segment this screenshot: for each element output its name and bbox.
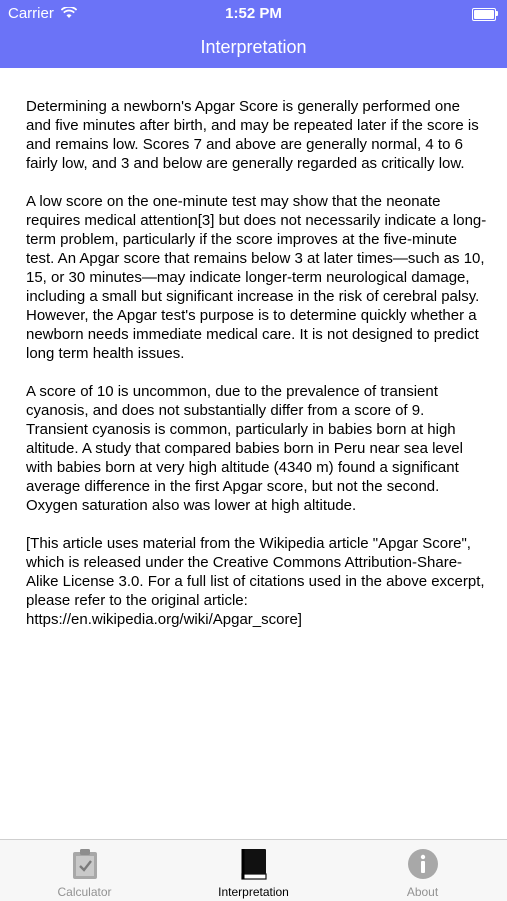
info-icon [407, 848, 439, 885]
tab-about[interactable] [338, 840, 507, 901]
battery-icon [472, 8, 496, 21]
tab-calculator[interactable] [0, 840, 169, 901]
status-bar [0, 0, 507, 28]
carrier-label: Carrier [8, 5, 54, 22]
battery-nub [496, 11, 498, 16]
page-title: Interpretation [200, 37, 307, 57]
clipboard-icon [71, 848, 99, 885]
tab-interpretation-label: Interpretation [218, 885, 289, 899]
paragraph-low-score: A low score on the one-minute test may show that the neonate requires medical attention[3] but does not necessarily indicate a long-term problem, particularly if the score improves at the five-minute test. An Apgar score that remains below 3 at later times—such as 10, 15, or 30 minutes—may indicate longer-term neurological damage, including a small but significant increase in the risk of cerebral palsy. However, the Apgar test's purpose is to determine quickly whether a newborn needs immediate medical care. It is not designed to predict long term health issues. [26, 193, 487, 362]
book-icon [240, 848, 268, 885]
tab-calculator-label: Calculator [57, 885, 112, 899]
interpretation-text [26, 97, 488, 648]
navigation-header [0, 0, 507, 68]
paragraph-score-10: A score of 10 is uncommon, due to the prevalence of transient cyanosis, and does not substantially differ from a score of 9. Transient cyanosis is common, particularly in babies born at high altitude. A study that compared babies born in Peru near sea level with babies born at very high altitude (4340 m) found a significant average difference in the first Apgar score, but not the second. Oxygen saturation also was lower at high altitude. [26, 383, 463, 514]
paragraph-attribution: [This article uses material from the Wikipedia article "Apgar Score", which is released under the Creative Commons Attribution-Share-Alike License 3.0. For a full list of citations used in the above excerpt, please refer to the original article: https://en.wikipedia.org/wiki/Apgar_score] [26, 535, 485, 628]
tab-interpretation[interactable] [169, 840, 338, 901]
tab-bar [0, 839, 507, 901]
paragraph-scoring: Determining a newborn's Apgar Score is generally performed one and five minutes after birth, and may be repeated later if the score is and remains low. Scores 7 and above are generally normal, 4 to 6 fairly low, and 3 and below are generally regarded as critically low. [26, 98, 479, 172]
tab-about-label: About [406, 885, 439, 899]
status-time: 1:52 PM [225, 5, 282, 22]
